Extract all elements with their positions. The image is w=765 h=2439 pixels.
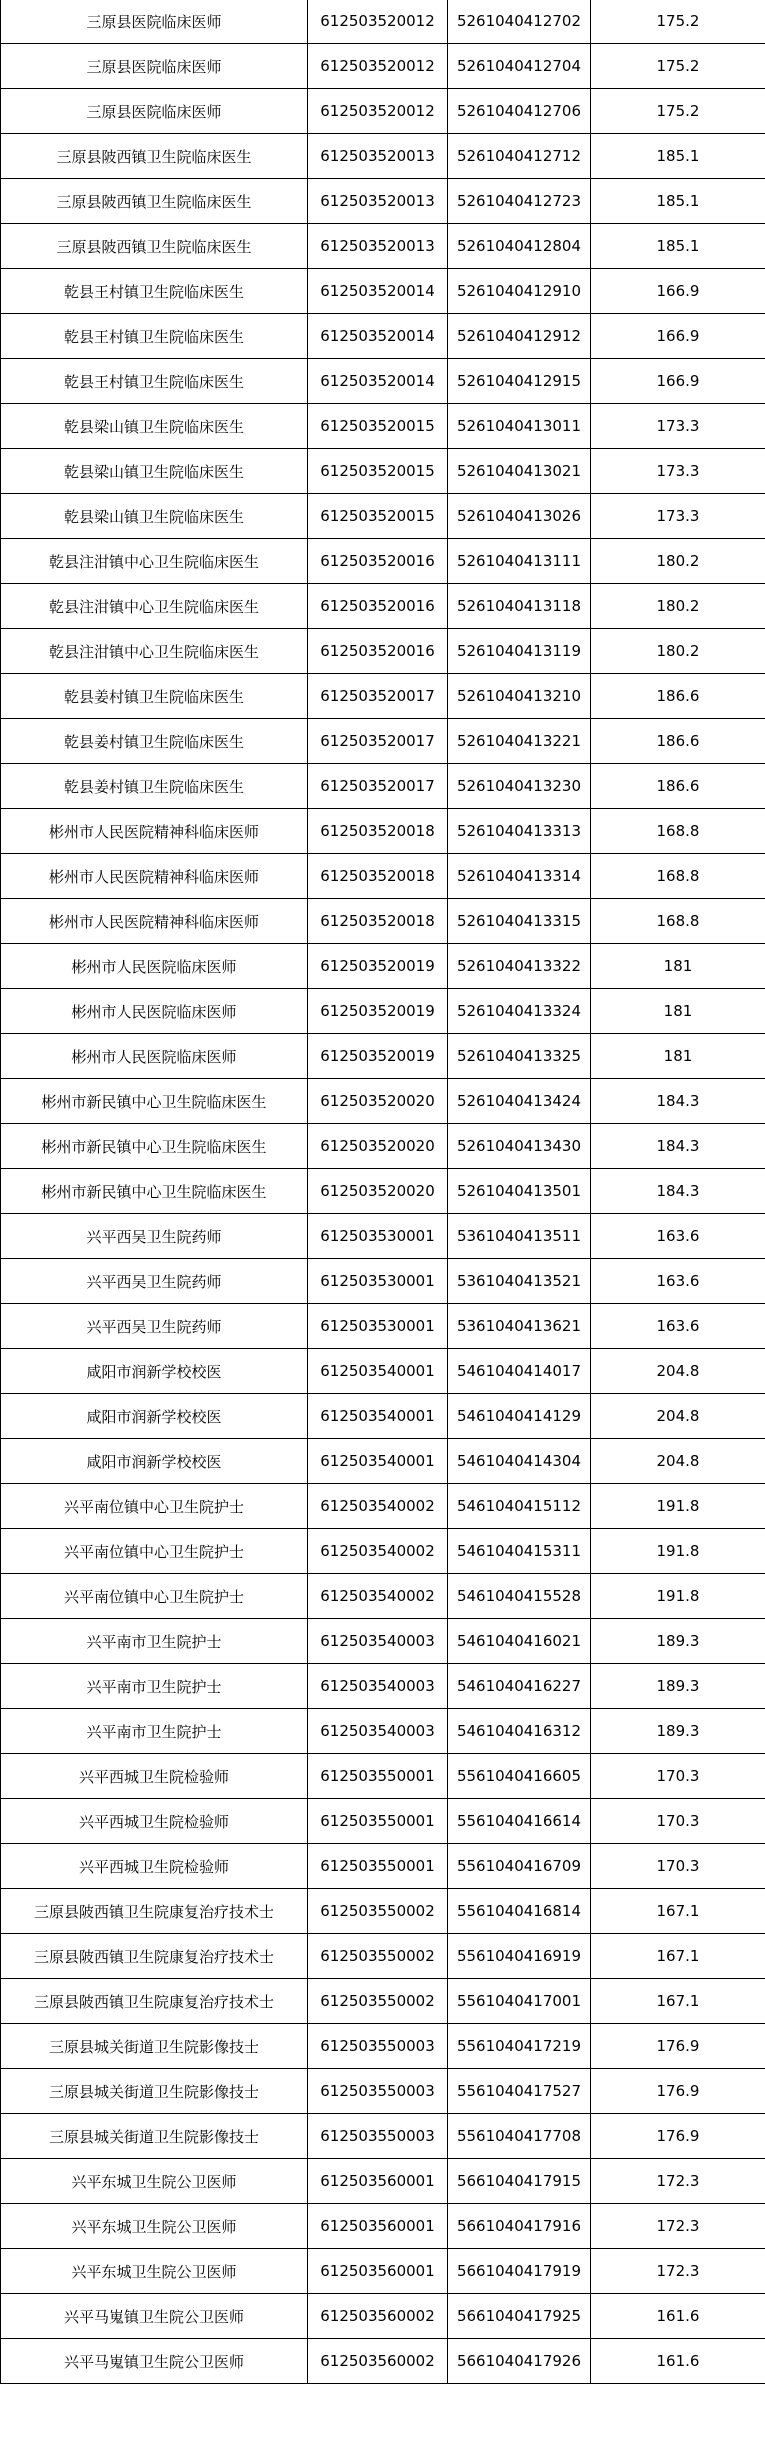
cell-post-code: 612503550001 xyxy=(308,1844,448,1889)
cell-post-name: 乾县梁山镇卫生院临床医生 xyxy=(1,449,308,494)
table-row xyxy=(1,674,765,719)
table-row xyxy=(1,449,765,494)
cell-score: 180.2 xyxy=(591,584,765,629)
cell-post-name: 三原县城关街道卫生院影像技士 xyxy=(1,2069,308,2114)
cell-post-code: 612503540001 xyxy=(308,1349,448,1394)
table-row xyxy=(1,2069,765,2114)
cell-post-name: 三原县城关街道卫生院影像技士 xyxy=(1,2024,308,2069)
table-row xyxy=(1,2294,765,2339)
cell-post-name: 三原县陂西镇卫生院临床医生 xyxy=(1,134,308,179)
cell-post-name: 彬州市人民医院精神科临床医师 xyxy=(1,854,308,899)
cell-post-code: 612503520014 xyxy=(308,269,448,314)
cell-score: 191.8 xyxy=(591,1574,765,1619)
cell-admission-ticket: 5261040413324 xyxy=(448,989,591,1034)
cell-post-name: 兴平马嵬镇卫生院公卫医师 xyxy=(1,2294,308,2339)
cell-score: 170.3 xyxy=(591,1799,765,1844)
cell-score: 176.9 xyxy=(591,2069,765,2114)
table-row xyxy=(1,1484,765,1529)
cell-post-code: 612503560002 xyxy=(308,2294,448,2339)
cell-admission-ticket: 5561040416919 xyxy=(448,1934,591,1979)
cell-admission-ticket: 5261040413011 xyxy=(448,404,591,449)
cell-post-code: 612503550001 xyxy=(308,1754,448,1799)
cell-score: 185.1 xyxy=(591,179,765,224)
table-row xyxy=(1,1799,765,1844)
cell-score: 175.2 xyxy=(591,89,765,134)
cell-score: 176.9 xyxy=(591,2114,765,2159)
cell-score: 175.2 xyxy=(591,44,765,89)
table-row xyxy=(1,2024,765,2069)
cell-score: 186.6 xyxy=(591,719,765,764)
cell-post-code: 612503520020 xyxy=(308,1079,448,1124)
cell-score: 184.3 xyxy=(591,1169,765,1214)
cell-admission-ticket: 5461040415528 xyxy=(448,1574,591,1619)
cell-post-code: 612503560001 xyxy=(308,2159,448,2204)
cell-post-name: 咸阳市润新学校校医 xyxy=(1,1439,308,1484)
table-row xyxy=(1,1394,765,1439)
cell-admission-ticket: 5261040413322 xyxy=(448,944,591,989)
table-row xyxy=(1,1889,765,1934)
cell-score: 204.8 xyxy=(591,1349,765,1394)
cell-admission-ticket: 5261040413501 xyxy=(448,1169,591,1214)
cell-post-code: 612503520015 xyxy=(308,449,448,494)
cell-post-name: 乾县王村镇卫生院临床医生 xyxy=(1,359,308,404)
cell-post-code: 612503530001 xyxy=(308,1304,448,1349)
cell-score: 180.2 xyxy=(591,629,765,674)
cell-admission-ticket: 5461040416021 xyxy=(448,1619,591,1664)
cell-post-name: 兴平马嵬镇卫生院公卫医师 xyxy=(1,2339,308,2384)
cell-score: 191.8 xyxy=(591,1484,765,1529)
cell-admission-ticket: 5661040417926 xyxy=(448,2339,591,2384)
cell-post-name: 兴平西城卫生院检验师 xyxy=(1,1754,308,1799)
cell-post-name: 彬州市新民镇中心卫生院临床医生 xyxy=(1,1124,308,1169)
cell-post-name: 兴平南市卫生院护士 xyxy=(1,1664,308,1709)
cell-score: 166.9 xyxy=(591,269,765,314)
table-row xyxy=(1,899,765,944)
cell-score: 173.3 xyxy=(591,449,765,494)
cell-score: 170.3 xyxy=(591,1844,765,1889)
cell-post-code: 612503550002 xyxy=(308,1889,448,1934)
cell-post-name: 彬州市人民医院临床医师 xyxy=(1,1034,308,1079)
cell-post-code: 612503540001 xyxy=(308,1439,448,1484)
table-row xyxy=(1,1214,765,1259)
table-row xyxy=(1,944,765,989)
cell-score: 189.3 xyxy=(591,1619,765,1664)
cell-post-code: 612503520013 xyxy=(308,134,448,179)
cell-score: 176.9 xyxy=(591,2024,765,2069)
cell-score: 168.8 xyxy=(591,854,765,899)
cell-post-name: 乾县注泔镇中心卫生院临床医生 xyxy=(1,584,308,629)
cell-score: 173.3 xyxy=(591,494,765,539)
cell-admission-ticket: 5561040417001 xyxy=(448,1979,591,2024)
table-row xyxy=(1,1844,765,1889)
table-row xyxy=(1,179,765,224)
table-row xyxy=(1,719,765,764)
cell-post-code: 612503520012 xyxy=(308,44,448,89)
table-row xyxy=(1,584,765,629)
cell-admission-ticket: 5361040413621 xyxy=(448,1304,591,1349)
cell-post-code: 612503520020 xyxy=(308,1124,448,1169)
cell-post-name: 兴平东城卫生院公卫医师 xyxy=(1,2159,308,2204)
cell-admission-ticket: 5261040413021 xyxy=(448,449,591,494)
table-row xyxy=(1,1574,765,1619)
cell-post-code: 612503520013 xyxy=(308,224,448,269)
cell-post-code: 612503520017 xyxy=(308,764,448,809)
results-table-body xyxy=(1,0,765,2384)
cell-score: 180.2 xyxy=(591,539,765,584)
table-row xyxy=(1,1529,765,1574)
cell-score: 163.6 xyxy=(591,1214,765,1259)
table-row xyxy=(1,1304,765,1349)
cell-post-code: 612503520012 xyxy=(308,0,448,44)
cell-score: 173.3 xyxy=(591,404,765,449)
cell-admission-ticket: 5261040412723 xyxy=(448,179,591,224)
cell-post-code: 612503520016 xyxy=(308,539,448,584)
cell-post-name: 兴平南位镇中心卫生院护士 xyxy=(1,1529,308,1574)
table-row xyxy=(1,854,765,899)
table-row xyxy=(1,1754,765,1799)
cell-admission-ticket: 5361040413511 xyxy=(448,1214,591,1259)
cell-post-name: 三原县陂西镇卫生院临床医生 xyxy=(1,224,308,269)
cell-admission-ticket: 5461040415311 xyxy=(448,1529,591,1574)
table-row xyxy=(1,494,765,539)
cell-post-name: 乾县姜村镇卫生院临床医生 xyxy=(1,674,308,719)
table-row xyxy=(1,2339,765,2384)
table-row xyxy=(1,539,765,584)
table-row xyxy=(1,44,765,89)
cell-admission-ticket: 5561040417708 xyxy=(448,2114,591,2159)
cell-post-name: 咸阳市润新学校校医 xyxy=(1,1394,308,1439)
cell-admission-ticket: 5261040413118 xyxy=(448,584,591,629)
cell-score: 186.6 xyxy=(591,764,765,809)
cell-admission-ticket: 5261040412702 xyxy=(448,0,591,44)
cell-post-name: 三原县医院临床医师 xyxy=(1,44,308,89)
cell-admission-ticket: 5461040416312 xyxy=(448,1709,591,1754)
cell-score: 170.3 xyxy=(591,1754,765,1799)
table-row xyxy=(1,1124,765,1169)
cell-admission-ticket: 5261040413315 xyxy=(448,899,591,944)
cell-post-code: 612503520018 xyxy=(308,809,448,854)
table-row xyxy=(1,2114,765,2159)
cell-post-name: 乾县注泔镇中心卫生院临床医生 xyxy=(1,539,308,584)
cell-admission-ticket: 5261040412706 xyxy=(448,89,591,134)
cell-post-code: 612503550002 xyxy=(308,1934,448,1979)
cell-post-code: 612503540003 xyxy=(308,1709,448,1754)
cell-admission-ticket: 5461040414304 xyxy=(448,1439,591,1484)
cell-post-code: 612503520018 xyxy=(308,899,448,944)
cell-score: 186.6 xyxy=(591,674,765,719)
cell-post-code: 612503520017 xyxy=(308,719,448,764)
cell-post-code: 612503540003 xyxy=(308,1619,448,1664)
cell-post-name: 乾县注泔镇中心卫生院临床医生 xyxy=(1,629,308,674)
cell-post-name: 兴平西城卫生院检验师 xyxy=(1,1799,308,1844)
cell-admission-ticket: 5461040415112 xyxy=(448,1484,591,1529)
cell-admission-ticket: 5261040413026 xyxy=(448,494,591,539)
cell-post-code: 612503520015 xyxy=(308,404,448,449)
table-row xyxy=(1,89,765,134)
cell-admission-ticket: 5261040413221 xyxy=(448,719,591,764)
cell-score: 172.3 xyxy=(591,2159,765,2204)
cell-post-name: 咸阳市润新学校校医 xyxy=(1,1349,308,1394)
cell-post-name: 兴平西吴卫生院药师 xyxy=(1,1214,308,1259)
cell-post-name: 兴平南市卫生院护士 xyxy=(1,1709,308,1754)
cell-admission-ticket: 5461040414017 xyxy=(448,1349,591,1394)
cell-admission-ticket: 5661040417915 xyxy=(448,2159,591,2204)
cell-admission-ticket: 5261040413210 xyxy=(448,674,591,719)
table-row xyxy=(1,1034,765,1079)
cell-score: 189.3 xyxy=(591,1709,765,1754)
cell-admission-ticket: 5261040413230 xyxy=(448,764,591,809)
cell-post-name: 兴平西城卫生院检验师 xyxy=(1,1844,308,1889)
cell-post-code: 612503520016 xyxy=(308,584,448,629)
table-row xyxy=(1,314,765,359)
cell-post-name: 彬州市新民镇中心卫生院临床医生 xyxy=(1,1169,308,1214)
cell-post-code: 612503560001 xyxy=(308,2204,448,2249)
cell-score: 161.6 xyxy=(591,2339,765,2384)
cell-admission-ticket: 5261040413314 xyxy=(448,854,591,899)
cell-admission-ticket: 5561040417219 xyxy=(448,2024,591,2069)
cell-post-name: 乾县姜村镇卫生院临床医生 xyxy=(1,764,308,809)
cell-post-code: 612503520012 xyxy=(308,89,448,134)
cell-post-name: 彬州市人民医院临床医师 xyxy=(1,989,308,1034)
cell-post-code: 612503520014 xyxy=(308,314,448,359)
cell-score: 175.2 xyxy=(591,0,765,44)
cell-post-code: 612503550003 xyxy=(308,2069,448,2114)
cell-admission-ticket: 5261040412804 xyxy=(448,224,591,269)
cell-post-code: 612503540001 xyxy=(308,1394,448,1439)
cell-post-name: 兴平南市卫生院护士 xyxy=(1,1619,308,1664)
cell-admission-ticket: 5561040416709 xyxy=(448,1844,591,1889)
cell-score: 166.9 xyxy=(591,314,765,359)
cell-post-name: 乾县梁山镇卫生院临床医生 xyxy=(1,494,308,539)
cell-score: 185.1 xyxy=(591,134,765,179)
cell-score: 181 xyxy=(591,944,765,989)
cell-post-code: 612503540002 xyxy=(308,1574,448,1619)
cell-admission-ticket: 5661040417919 xyxy=(448,2249,591,2294)
cell-post-name: 三原县医院临床医师 xyxy=(1,0,308,44)
cell-admission-ticket: 5261040413325 xyxy=(448,1034,591,1079)
cell-post-code: 612503540002 xyxy=(308,1484,448,1529)
table-row xyxy=(1,1934,765,1979)
cell-score: 181 xyxy=(591,1034,765,1079)
table-row xyxy=(1,224,765,269)
table-row xyxy=(1,1079,765,1124)
cell-post-code: 612503550002 xyxy=(308,1979,448,2024)
cell-admission-ticket: 5261040413119 xyxy=(448,629,591,674)
table-row xyxy=(1,404,765,449)
cell-post-name: 彬州市人民医院精神科临床医师 xyxy=(1,809,308,854)
table-row xyxy=(1,1664,765,1709)
cell-post-name: 兴平西吴卫生院药师 xyxy=(1,1304,308,1349)
table-row xyxy=(1,2249,765,2294)
cell-post-name: 乾县梁山镇卫生院临床医生 xyxy=(1,404,308,449)
cell-score: 163.6 xyxy=(591,1304,765,1349)
table-row xyxy=(1,2159,765,2204)
cell-score: 172.3 xyxy=(591,2249,765,2294)
cell-admission-ticket: 5261040412912 xyxy=(448,314,591,359)
cell-post-name: 三原县陂西镇卫生院临床医生 xyxy=(1,179,308,224)
cell-post-code: 612503530001 xyxy=(308,1214,448,1259)
table-row xyxy=(1,359,765,404)
cell-post-code: 612503520013 xyxy=(308,179,448,224)
cell-post-name: 彬州市新民镇中心卫生院临床医生 xyxy=(1,1079,308,1124)
cell-admission-ticket: 5561040416614 xyxy=(448,1799,591,1844)
cell-score: 167.1 xyxy=(591,1979,765,2024)
cell-post-code: 612503520017 xyxy=(308,674,448,719)
cell-post-name: 乾县姜村镇卫生院临床医生 xyxy=(1,719,308,764)
cell-admission-ticket: 5661040417916 xyxy=(448,2204,591,2249)
table-row xyxy=(1,629,765,674)
cell-admission-ticket: 5261040412915 xyxy=(448,359,591,404)
cell-post-code: 612503520015 xyxy=(308,494,448,539)
table-row xyxy=(1,2204,765,2249)
cell-post-name: 乾县王村镇卫生院临床医生 xyxy=(1,269,308,314)
cell-admission-ticket: 5261040413424 xyxy=(448,1079,591,1124)
table-row xyxy=(1,269,765,314)
cell-post-code: 612503530001 xyxy=(308,1259,448,1304)
cell-score: 189.3 xyxy=(591,1664,765,1709)
cell-admission-ticket: 5461040416227 xyxy=(448,1664,591,1709)
cell-score: 167.1 xyxy=(591,1934,765,1979)
cell-score: 184.3 xyxy=(591,1079,765,1124)
cell-admission-ticket: 5261040412910 xyxy=(448,269,591,314)
cell-post-code: 612503520020 xyxy=(308,1169,448,1214)
table-row xyxy=(1,1349,765,1394)
cell-admission-ticket: 5261040413430 xyxy=(448,1124,591,1169)
table-row xyxy=(1,1619,765,1664)
cell-score: 191.8 xyxy=(591,1529,765,1574)
table-row xyxy=(1,1169,765,1214)
cell-score: 168.8 xyxy=(591,809,765,854)
cell-post-code: 612503560002 xyxy=(308,2339,448,2384)
cell-admission-ticket: 5461040414129 xyxy=(448,1394,591,1439)
table-row xyxy=(1,1979,765,2024)
table-row xyxy=(1,134,765,179)
cell-post-name: 兴平南位镇中心卫生院护士 xyxy=(1,1574,308,1619)
cell-admission-ticket: 5561040416814 xyxy=(448,1889,591,1934)
table-row xyxy=(1,1259,765,1304)
cell-score: 172.3 xyxy=(591,2204,765,2249)
cell-admission-ticket: 5261040413313 xyxy=(448,809,591,854)
cell-post-code: 612503550001 xyxy=(308,1799,448,1844)
cell-post-name: 兴平东城卫生院公卫医师 xyxy=(1,2249,308,2294)
cell-post-code: 612503540002 xyxy=(308,1529,448,1574)
cell-score: 181 xyxy=(591,989,765,1034)
cell-post-name: 三原县陂西镇卫生院康复治疗技术士 xyxy=(1,1979,308,2024)
cell-post-code: 612503520019 xyxy=(308,944,448,989)
table-row xyxy=(1,1439,765,1484)
cell-admission-ticket: 5561040416605 xyxy=(448,1754,591,1799)
cell-score: 166.9 xyxy=(591,359,765,404)
cell-post-code: 612503540003 xyxy=(308,1664,448,1709)
cell-score: 168.8 xyxy=(591,899,765,944)
cell-post-code: 612503520018 xyxy=(308,854,448,899)
cell-post-name: 彬州市人民医院临床医师 xyxy=(1,944,308,989)
cell-score: 163.6 xyxy=(591,1259,765,1304)
table-row xyxy=(1,0,765,44)
cell-post-code: 612503550003 xyxy=(308,2024,448,2069)
cell-post-name: 三原县城关街道卫生院影像技士 xyxy=(1,2114,308,2159)
cell-post-name: 乾县王村镇卫生院临床医生 xyxy=(1,314,308,359)
cell-post-code: 612503520014 xyxy=(308,359,448,404)
cell-post-name: 彬州市人民医院精神科临床医师 xyxy=(1,899,308,944)
cell-post-name: 兴平西吴卫生院药师 xyxy=(1,1259,308,1304)
cell-score: 161.6 xyxy=(591,2294,765,2339)
cell-admission-ticket: 5261040412704 xyxy=(448,44,591,89)
cell-score: 204.8 xyxy=(591,1439,765,1484)
cell-admission-ticket: 5261040412712 xyxy=(448,134,591,179)
cell-post-name: 三原县医院临床医师 xyxy=(1,89,308,134)
table-row xyxy=(1,764,765,809)
cell-post-name: 兴平南位镇中心卫生院护士 xyxy=(1,1484,308,1529)
table-row xyxy=(1,809,765,854)
table-row xyxy=(1,1709,765,1754)
cell-admission-ticket: 5561040417527 xyxy=(448,2069,591,2114)
cell-admission-ticket: 5361040413521 xyxy=(448,1259,591,1304)
cell-post-name: 三原县陂西镇卫生院康复治疗技术士 xyxy=(1,1889,308,1934)
cell-score: 204.8 xyxy=(591,1394,765,1439)
cell-score: 167.1 xyxy=(591,1889,765,1934)
cell-post-code: 612503560001 xyxy=(308,2249,448,2294)
cell-post-name: 兴平东城卫生院公卫医师 xyxy=(1,2204,308,2249)
cell-admission-ticket: 5261040413111 xyxy=(448,539,591,584)
cell-post-code: 612503550003 xyxy=(308,2114,448,2159)
cell-post-code: 612503520016 xyxy=(308,629,448,674)
cell-score: 184.3 xyxy=(591,1124,765,1169)
cell-post-code: 612503520019 xyxy=(308,1034,448,1079)
cell-post-code: 612503520019 xyxy=(308,989,448,1034)
cell-post-name: 三原县陂西镇卫生院康复治疗技术士 xyxy=(1,1934,308,1979)
cell-score: 185.1 xyxy=(591,224,765,269)
table-row xyxy=(1,989,765,1034)
cell-admission-ticket: 5661040417925 xyxy=(448,2294,591,2339)
